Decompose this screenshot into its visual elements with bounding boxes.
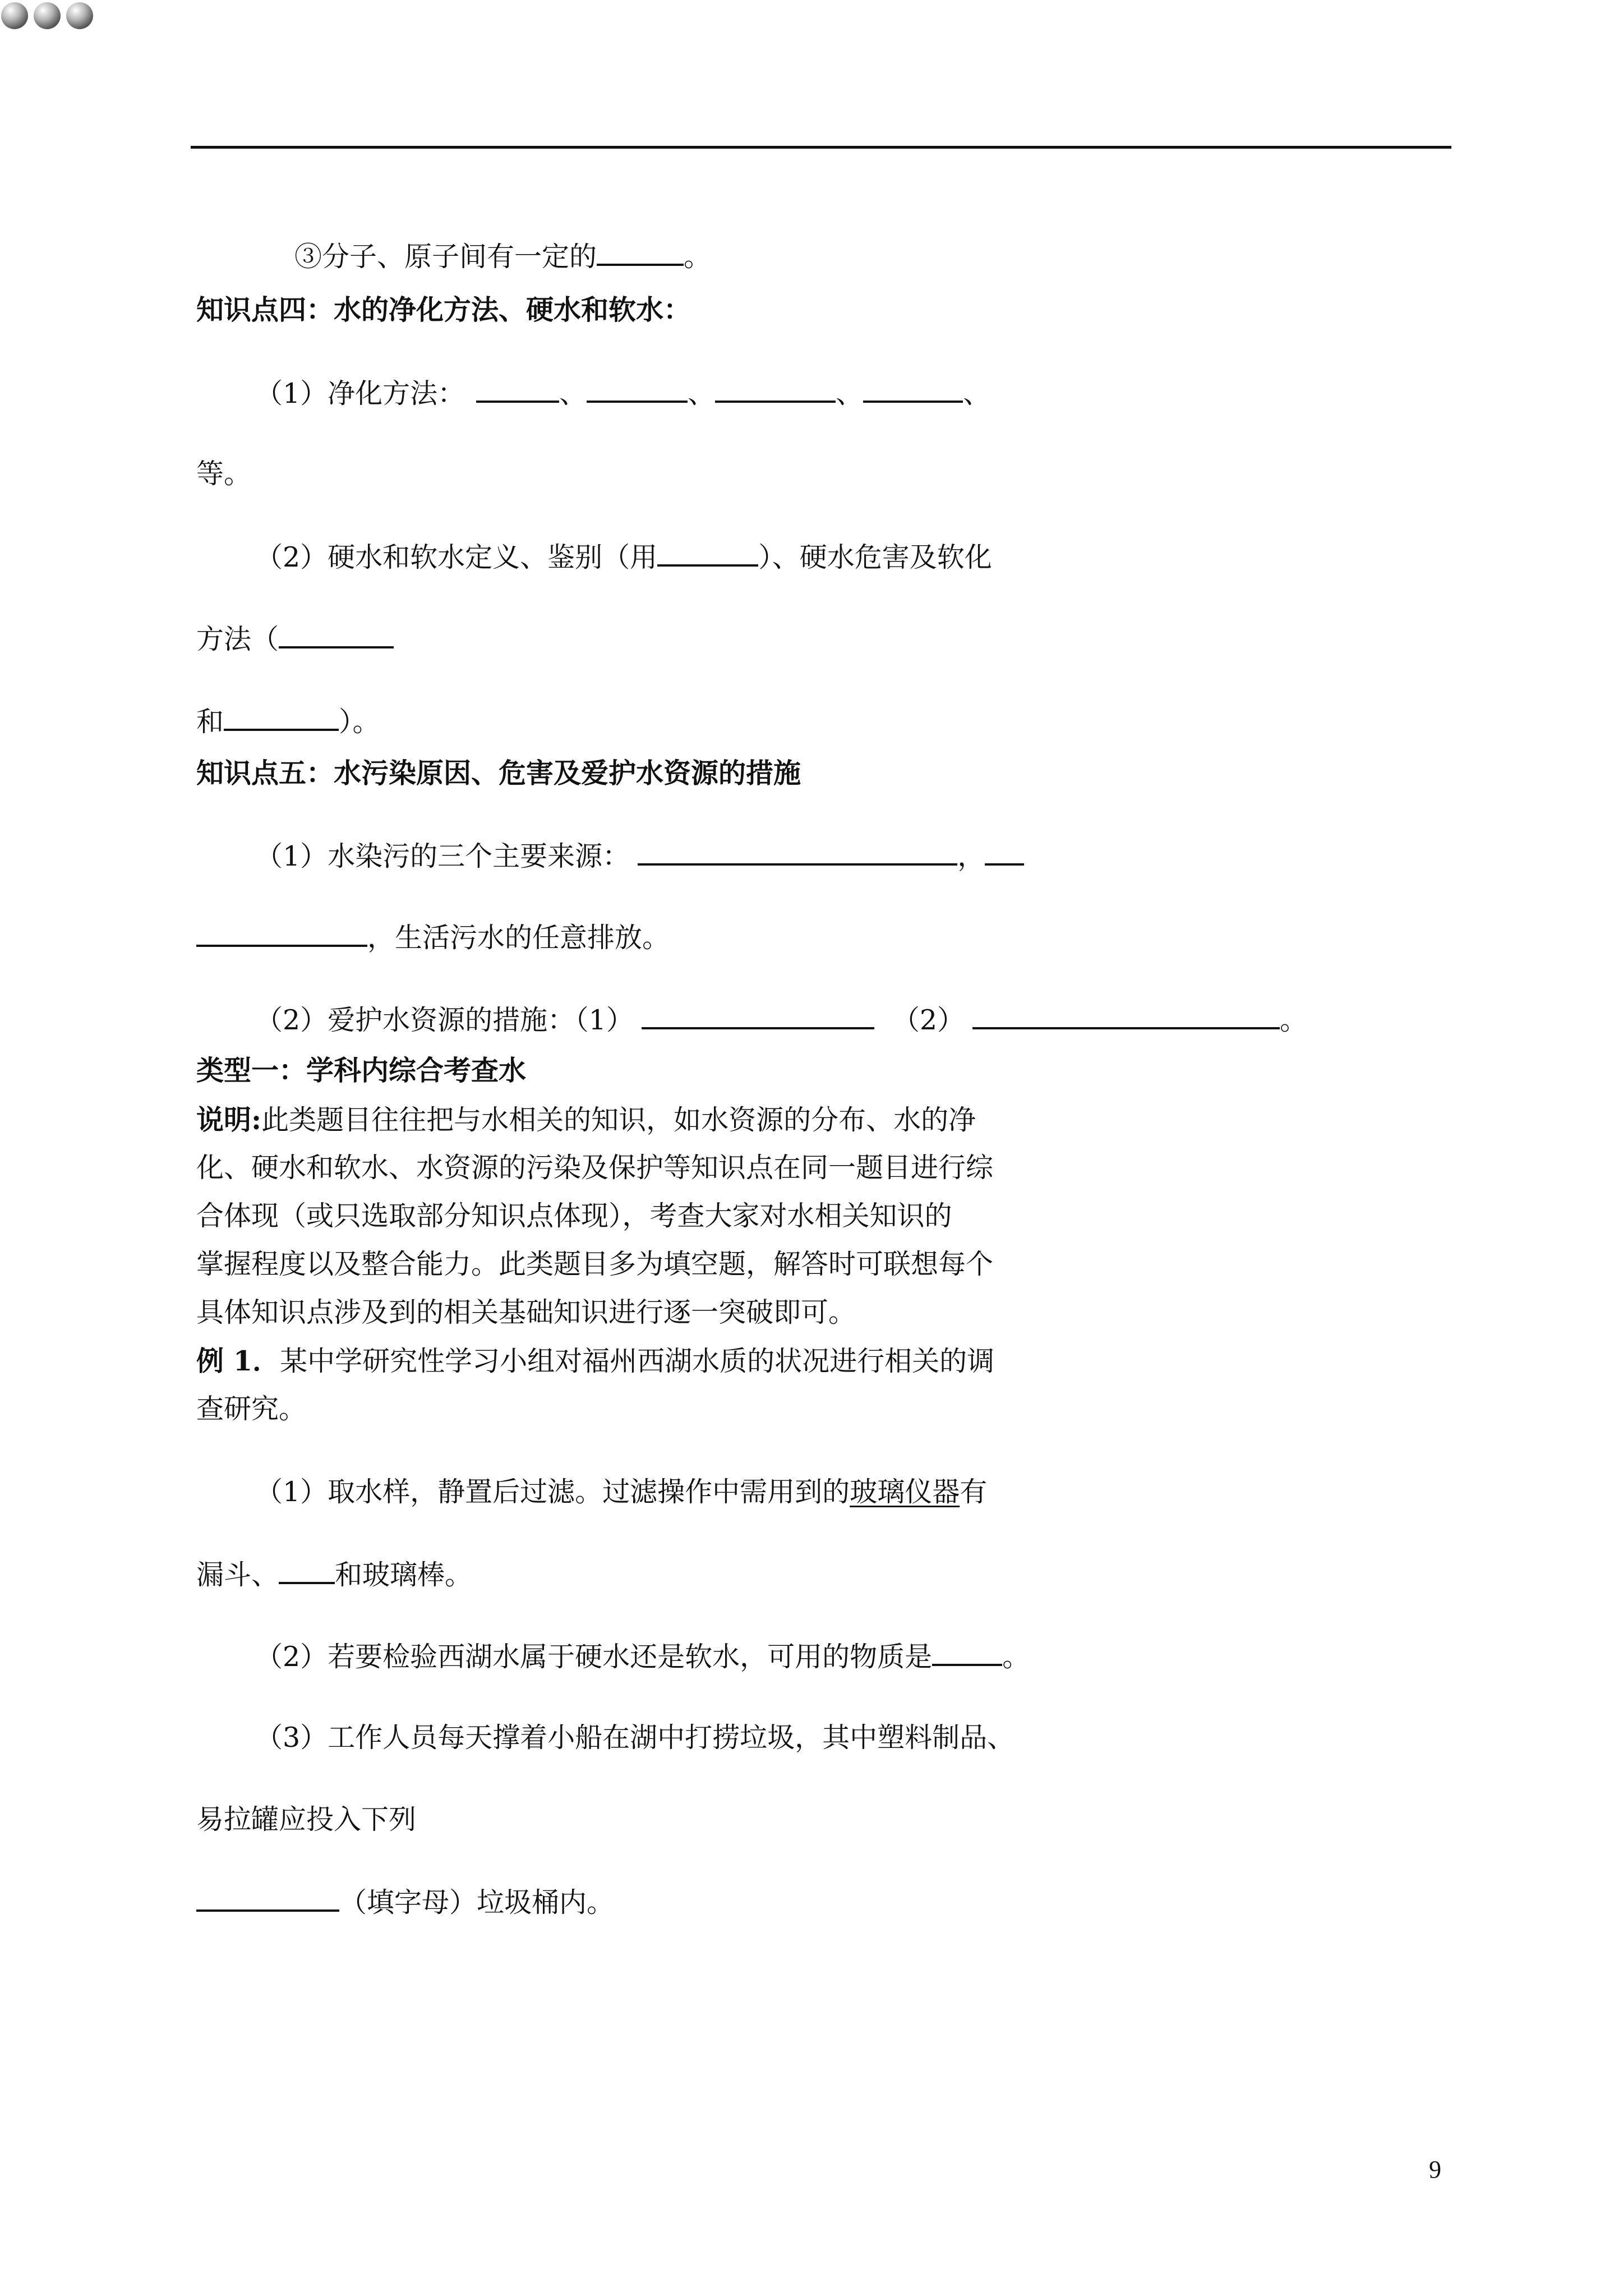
heading-point-4: 知识点四：水的净化方法、硬水和软水： bbox=[196, 293, 691, 326]
blank[interactable] bbox=[224, 704, 339, 731]
question-1-line: （1）取水样，静置后过滤。过滤操作中需用到的玻璃仪器有 bbox=[255, 1476, 988, 1508]
question-3-line-2: 易拉罐应投入下列 bbox=[196, 1803, 417, 1835]
text-line: 等。 bbox=[196, 458, 252, 490]
blank[interactable] bbox=[932, 1639, 1002, 1666]
description-line-2: 化、硬水和软水、水资源的污染及保护等知识点在同一题目进行综 bbox=[196, 1152, 994, 1184]
question-3-line-3: （填字母）垃圾桶内。 bbox=[196, 1885, 614, 1920]
blank[interactable] bbox=[972, 1002, 1280, 1029]
blank[interactable] bbox=[642, 1002, 874, 1029]
question-3-line: （3）工作人员每天撑着小船在湖中打捞垃圾，其中塑料制品、 bbox=[255, 1722, 1015, 1754]
pollution-sources-line-2: ，生活污水的任意排放。 bbox=[196, 920, 670, 955]
blank[interactable] bbox=[638, 839, 957, 866]
softening-method-line-2: 和 ）。 bbox=[196, 704, 380, 739]
description-line-1: 说明:此类题目往往把与水相关的知识，如水资源的分布、水的净 bbox=[196, 1103, 976, 1136]
softening-method-line: 方法（ bbox=[196, 622, 394, 656]
blank[interactable] bbox=[196, 920, 367, 947]
blank[interactable] bbox=[597, 239, 684, 266]
blank[interactable] bbox=[587, 376, 688, 403]
header-logo-spheres bbox=[0, 1, 98, 30]
purification-methods-line: （1）净化方法： 、 、 、 、 bbox=[255, 376, 990, 411]
item-3-line: ③分子、原子间有一定的 。 bbox=[294, 239, 711, 274]
blank[interactable] bbox=[715, 376, 836, 403]
blank[interactable] bbox=[657, 540, 758, 567]
description-line-5: 具体知识点涉及到的相关基础知识进行逐一突破即可。 bbox=[196, 1296, 856, 1328]
blank[interactable] bbox=[863, 376, 963, 403]
hard-water-line: （2）硬水和软水定义、鉴别（用 ）、硬水危害及软化 bbox=[255, 540, 992, 574]
description-line-3: 合体现（或只选取部分知识点体现），考查大家对水相关知识的 bbox=[196, 1200, 952, 1232]
example-line-2: 查研究。 bbox=[196, 1393, 307, 1425]
protection-measures-line: （2）爱护水资源的措施：（1） （2） 。 bbox=[255, 1002, 1307, 1037]
page-number: 9 bbox=[1429, 2156, 1441, 2183]
description-line-4: 掌握程度以及整合能力。此类题目多为填空题，解答时可联想每个 bbox=[196, 1248, 994, 1280]
heading-point-5: 知识点五：水污染原因、危害及爱护水资源的措施 bbox=[196, 757, 801, 789]
blank[interactable] bbox=[279, 622, 394, 648]
question-2-line: （2）若要检验西湖水属于硬水还是软水，可用的物质是 。 bbox=[255, 1639, 1030, 1674]
blank[interactable] bbox=[985, 839, 1024, 866]
question-1-line-2: 漏斗、 和玻璃棒。 bbox=[196, 1557, 472, 1592]
blank[interactable] bbox=[476, 376, 559, 403]
pollution-sources-line: （1）水染污的三个主要来源： ， bbox=[255, 839, 1024, 873]
blank[interactable] bbox=[279, 1557, 335, 1584]
blank[interactable] bbox=[196, 1885, 339, 1912]
header-rule bbox=[191, 146, 1451, 149]
type-1-heading: 类型一：学科内综合考查水 bbox=[196, 1054, 527, 1087]
example-line-1: 例 1．某中学研究性学习小组对福州西湖水质的状况进行相关的调 bbox=[196, 1345, 995, 1377]
